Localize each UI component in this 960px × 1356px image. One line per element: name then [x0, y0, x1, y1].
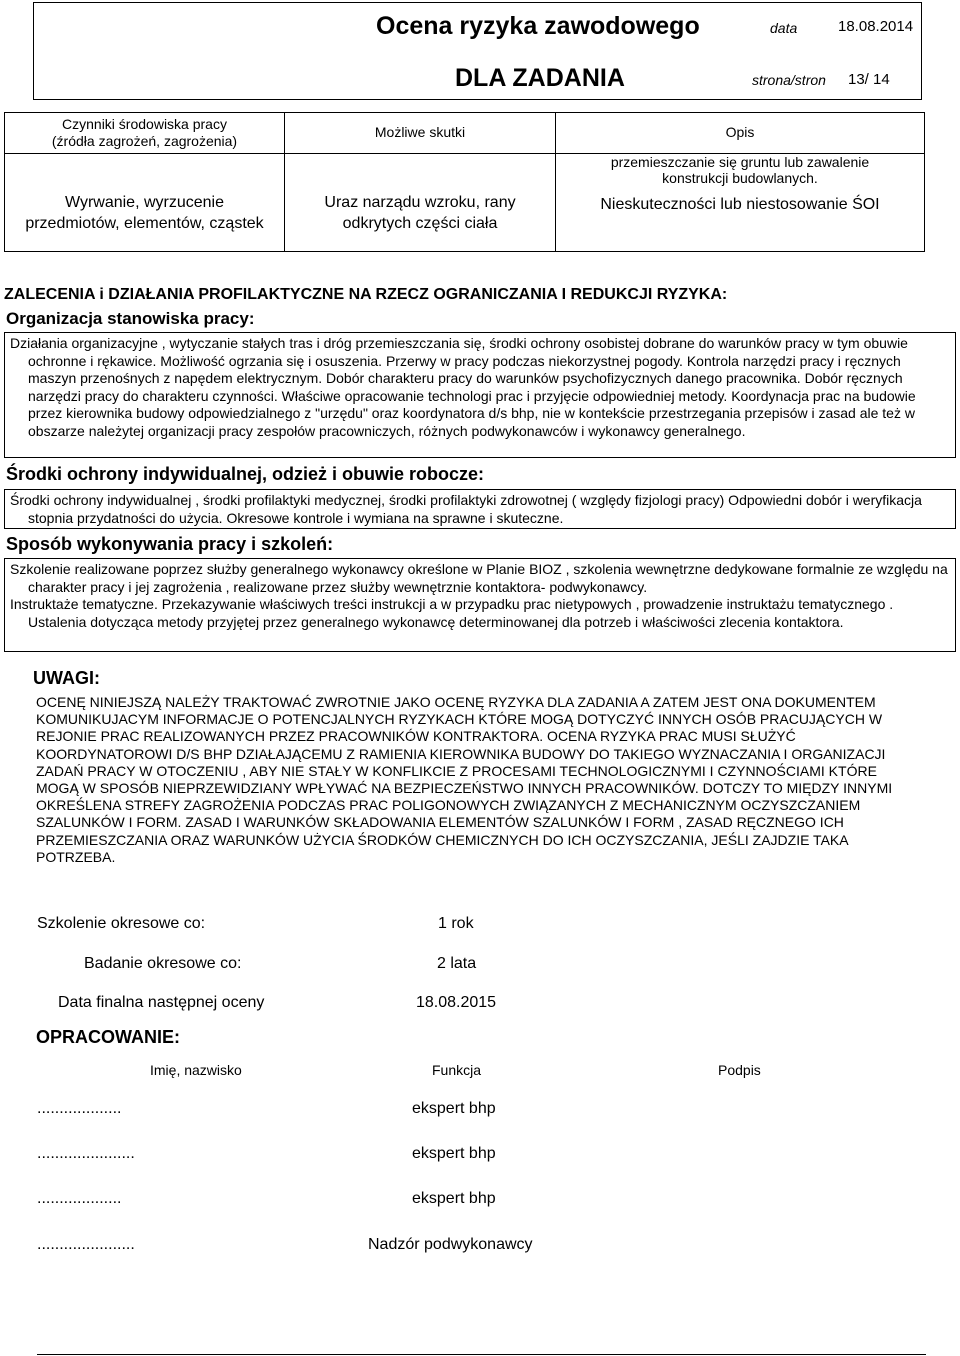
method-box — [4, 558, 956, 652]
factor-text — [5, 192, 284, 234]
training-value: 1 rok — [438, 915, 474, 932]
prev-description-line1: przemieszczanie się gruntu lub zawalenie — [610, 154, 870, 170]
organization-paragraph: Działania organizacyjne , wytyczanie stałych tras i dróg przemieszczania się, środki ochrony osobistej dobrane do warunków pracy w tym obuwie ochronne i rękawice. Możliwość ogrzania się i osuszenia. Przerwy w pracy podczas niekorzystnej pogody. Kontrola narzędzi pracy i ręcznych maszyn przenośnych z napędem elektrycznym. Dobór charakteru pracy do warunków psychofizycznych danego pracownika. Dobór ręcznych narzędzi pracy do charakteru czynności. Właściwe opracowanie technologi prac i przyjęcie odpowiedniej metody. Koordynacja prac na budowie przez kierownika budowy odpowiedzialnego z "urzędu" oraz koordynatora d/s bhp, nie w kontekście przestrzegania przepisów i zasad ale też w obszarze należytej organizacji pracy zespołów pracowniczych, różnych podwykonawców i wykonawcy generalnego. — [10, 335, 916, 439]
person-name: ...................... — [37, 1236, 135, 1253]
factor-line2: przedmiotów, elementów, cząstek — [25, 215, 264, 232]
person-name: ................... — [37, 1190, 122, 1207]
table-header-effects: Możliwe skutki — [284, 112, 556, 154]
table-cell-effect — [284, 153, 556, 252]
organization-box — [4, 332, 956, 458]
date-value: 18.08.2014 — [838, 18, 914, 35]
date-label: data — [770, 20, 798, 36]
remarks-title: UWAGI: — [33, 668, 100, 688]
method-paragraph-1: Szkolenie realizowane poprzez służby generalnego wykonawcy określone w Planie BIOZ , szkolenia wewnętrzne dedykowane formalnie ze względu na charakter pracy i jej zagrożenia , realizowane przez służby wewnętrznie kontaktora- podwykonawcy. — [10, 561, 948, 595]
effect-text — [285, 192, 555, 234]
table-cell-description — [555, 153, 925, 252]
person-name: ...................... — [37, 1145, 135, 1162]
organization-title: Organizacja stanowiska pracy: — [6, 309, 255, 328]
ppe-paragraph: Środki ochrony indywidualnej , środki profilaktyki medycznej, środki profilaktyki zdrowotnej ( względy fizjologi pracy) Odpowiedni dobór i weryfikacja stopnia przydatności do użycia. Okresowe kontrole i wymiana na sprawne i skuteczne. — [10, 492, 922, 526]
column-name: Imię, nazwisko — [150, 1062, 242, 1078]
document-subtitle: DLA ZADANIA — [455, 64, 625, 92]
column-signature: Podpis — [718, 1062, 761, 1078]
ppe-title: Środki ochrony indywidualnej, odzież i obuwie robocze: — [6, 464, 485, 484]
page-number: 13/ 14 — [848, 71, 890, 88]
effect-line2: odkrytych części ciała — [342, 215, 498, 232]
person-function: ekspert bhp — [412, 1145, 496, 1162]
risk-table — [4, 112, 925, 252]
prev-description-line2: konstrukcji budowlanych. — [662, 170, 818, 186]
description-text: Nieskuteczności lub niestosowanie ŚOI — [600, 196, 880, 213]
table-header-description: Opis — [555, 112, 925, 154]
page-label: strona/stron — [752, 72, 826, 88]
footer-divider — [37, 1354, 926, 1355]
table-cell-factor — [4, 153, 285, 252]
factor-line1: Wyrwanie, wyrzucenie — [64, 194, 224, 211]
table-header-factors — [4, 112, 285, 154]
prepared-title: OPRACOWANIE: — [36, 1027, 180, 1047]
exam-value: 2 lata — [437, 955, 477, 972]
ppe-box — [4, 489, 956, 529]
method-paragraph-2: Instruktaże tematyczne. Przekazywanie właściwych treści instrukcji a w przypadku prac nietypowych , prowadzenie instruktażu tematycznego . Ustalenia dotycząca metody przyjętej przez generalnego wykonawcę determinowanej dla potrzeb i właściwości zlecenia kontaktora. — [10, 596, 894, 630]
exam-label: Badanie okresowe co: — [84, 955, 242, 972]
person-function: Nadzór podwykonawcy — [368, 1236, 533, 1253]
person-function: ekspert bhp — [412, 1190, 496, 1207]
person-function: ekspert bhp — [412, 1100, 496, 1117]
prev-description — [556, 154, 924, 186]
header-factors-line2: (źródła zagrożeń, zagrożenia) — [51, 133, 238, 149]
column-function: Funkcja — [432, 1062, 482, 1078]
method-title: Sposób wykonywania pracy i szkoleń: — [6, 534, 334, 554]
training-label: Szkolenie okresowe co: — [37, 915, 206, 932]
header-factors-line1: Czynniki środowiska pracy — [62, 116, 227, 132]
recommendations-title: ZALECENIA i DZIAŁANIA PROFILAKTYCZNE NA RZECZ OGRANICZANIA I REDUKCJI RYZYKA: — [4, 286, 728, 303]
next-date-value: 18.08.2015 — [416, 994, 497, 1011]
person-name: ................... — [37, 1100, 122, 1117]
next-date-label: Data finalna następnej oceny — [58, 994, 265, 1011]
remarks-text: OCENĘ NINIEJSZĄ NALEŻY TRAKTOWAĆ ZWROTNIE JAKO OCENĘ RYZYKA DLA ZADANIA A ZATEM JEST ONA DOKUMENTEM KOMUNIKUJACYM INFORMACJE O POTENCJALNYCH RYZYKACH KTÓRE MOGĄ DOTYCZYĆ INNYCH OSÓB PRACUJĄCYCH W REJONIE PRAC REALIZOWANYCH PRZEZ PRACOWNIKÓW KONTRAKTORA. OCENA RYZYKA PRAC MUSI SŁUŻYĆ KOORDYNATOROWI D/S BHP DZIAŁAJĄCEMU Z RAMIENIA KIEROWNIKA BUDOWY DO TAKIEGO WYZNACZANIA I ORGANIZACJI ZADAŃ PRACY W OTOCZENIU , ABY NIE STAŁY W KONFLIKCIE Z PROCESAMI TECHNOLOGICZNYMI I CZYNNOŚCIAMI KTÓRE MOGĄ W SPOSÓB NIEPRZEWIDZIANY WPŁYWAĆ NA BEZPIECZEŃSTWO INNYCH PRACOWNIKÓW. DOTCZY TO MIĘDZY INNYMI OKREŚLENA STREFY ZAGROŻENIA PODCZAS PRAC POLIGONOWYCH ZWIĄZANYCH Z MECHANICZNYM OCZYSZCZANIEM SZALUNKÓW I FORM. ZASAD I WARUNKÓW SKŁADOWANIA ELEMENTÓW SZALUNKÓW I FORM , ZASAD RĘCZNEGO ICH PRZEMIESZCZANIA ORAZ WARUNKÓW UŻYCIA ŚRODKÓW CHEMICZNYCH DO ICH OCZYSZCZANIA, JEŚLI ZAJDZIE TAKA POTRZEBA. — [36, 694, 893, 865]
effect-line1: Uraz narządu wzroku, rany — [324, 194, 516, 211]
document-title: Ocena ryzyka zawodowego — [376, 12, 700, 40]
